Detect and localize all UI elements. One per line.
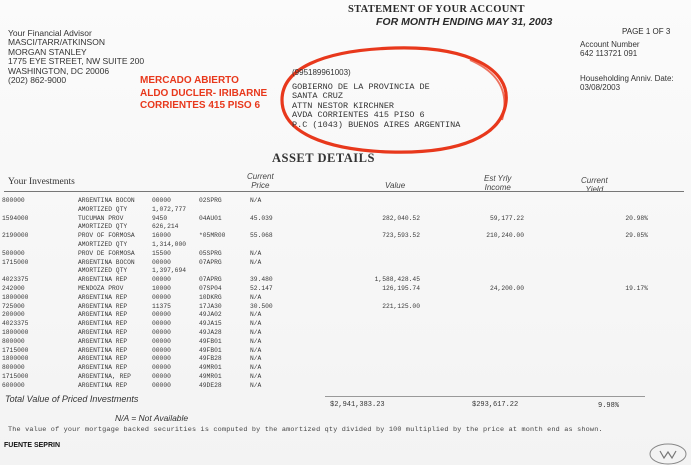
code-cell: 10000 <box>152 285 171 292</box>
description-cell: ARGENTINA REP <box>78 346 128 354</box>
code-cell: 1,314,000 <box>152 241 187 248</box>
table-row <box>0 373 691 381</box>
code-cell: 00000 <box>152 364 171 372</box>
code-cell: 00000 <box>152 258 171 266</box>
statement-title: STATEMENT OF YOUR ACCOUNT <box>348 4 525 15</box>
qty-cell: 4023375 <box>2 276 29 284</box>
note-line: ALDO DUCLER- IRIBARNE <box>140 87 268 99</box>
description-cell: ARGENTINA BOCON <box>78 258 135 266</box>
maturity-cell: 49FB28 <box>199 355 222 363</box>
client-ref: (995189961003) <box>292 68 351 77</box>
investments-title: Your Investments <box>8 177 75 187</box>
price-cell: N/A <box>250 249 262 257</box>
code-cell: 00000 <box>152 197 171 204</box>
code-cell: 00000 <box>152 276 171 284</box>
description-cell: ARGENTINA REP <box>78 364 128 372</box>
ellipse-stroke-overlap <box>470 60 504 120</box>
maturity-cell: 07APRG <box>199 276 222 284</box>
advisor-line: (202) 862-9000 <box>8 75 67 86</box>
code-cell: 00000 <box>152 355 171 363</box>
yield-cell: 19.17% <box>625 285 648 292</box>
description-cell: ARGENTINA REP <box>78 320 128 328</box>
code-cell: 1,397,694 <box>152 267 187 275</box>
account-block <box>580 40 640 58</box>
code-cell: 15500 <box>152 249 171 257</box>
price-cell: N/A <box>250 346 262 354</box>
qty-cell: 1594000 <box>2 214 29 222</box>
code-cell: 00000 <box>152 329 171 336</box>
price-cell: N/A <box>250 258 262 266</box>
code-cell: 11375 <box>152 302 171 310</box>
advisor-line: MASCI/TARR/ATKINSON <box>8 37 105 48</box>
description-cell: AMORTIZED QTY <box>78 205 128 213</box>
table-row <box>0 206 691 214</box>
advisor-line: WASHINGTON, DC 20006 <box>8 65 110 76</box>
price-cell: N/A <box>250 329 262 336</box>
table-row <box>0 329 691 337</box>
price-cell: N/A <box>250 197 262 204</box>
total-income: $293,617.22 <box>472 401 519 409</box>
note-line: MERCADO ABIERTO <box>140 75 239 86</box>
code-cell: 00000 <box>152 373 171 380</box>
address-line: SANTA CRUZ <box>292 91 344 102</box>
table-row <box>0 285 691 293</box>
note-line: CORRIENTES 415 PISO 6 <box>140 100 261 111</box>
na-note: N/A = Not Available <box>115 413 189 423</box>
qty-cell: 1715000 <box>2 373 29 380</box>
maturity-cell: 10DKRG <box>199 293 222 301</box>
header-rule <box>4 191 684 192</box>
qty-cell: 1800000 <box>2 293 29 301</box>
income-cell: 59,177.22 <box>489 214 524 222</box>
advisor-line: 1775 EYE STREET, NW SUITE 200 <box>8 56 145 67</box>
table-row <box>0 241 691 249</box>
account-number-label: Account Number <box>580 40 640 49</box>
table-row <box>0 320 691 328</box>
col-header-line: Value <box>385 181 406 190</box>
price-cell: N/A <box>250 311 262 319</box>
code-cell: 626,214 <box>152 223 179 231</box>
table-row <box>0 250 691 258</box>
qty-cell: 200000 <box>2 311 25 319</box>
qty-cell: 725000 <box>2 302 25 310</box>
value-cell: 1,588,428.45 <box>374 276 420 284</box>
table-row <box>0 267 691 275</box>
table-row <box>0 311 691 319</box>
description-cell: PROV OF FORMOSA <box>78 232 135 240</box>
qty-cell: 800000 <box>2 364 25 372</box>
address-line: ATTN NESTOR KIRCHNER <box>292 100 395 111</box>
code-cell: 1,072,777 <box>152 205 187 213</box>
col-header-line: Current <box>581 176 608 185</box>
client-address <box>292 68 460 131</box>
description-cell: PROV DE FORMOSA <box>78 249 135 257</box>
source-label: FUENTE SEPRIN <box>4 442 61 449</box>
col-header-line: Yield <box>585 184 604 194</box>
code-cell: 00000 <box>152 346 171 354</box>
maturity-cell: 17JA30 <box>199 302 222 310</box>
value-cell: 221,125.00 <box>382 302 420 310</box>
table-row <box>0 303 691 311</box>
total-rule <box>325 396 645 397</box>
description-cell: AMORTIZED QTY <box>78 223 128 231</box>
qty-cell: 600000 <box>2 381 25 389</box>
description-cell: AMORTIZED QTY <box>78 241 128 248</box>
address-line: AVDA CORRIENTES 415 PISO 6 <box>292 110 425 121</box>
maturity-cell: *05MR00 <box>199 232 226 240</box>
description-cell: AMORTIZED QTY <box>78 267 128 275</box>
price-cell: 45.039 <box>250 214 273 222</box>
householding-label: Householding Anniv. Date: <box>580 74 674 83</box>
table-row <box>0 215 691 223</box>
value-cell: 282,040.52 <box>382 214 420 222</box>
footnote: The value of your mortgage backed securities is computed by the amortized qty divided by 100 multiplied by the price at month end as shown. <box>8 426 603 434</box>
code-cell: 00000 <box>152 337 171 345</box>
qty-cell: 1715000 <box>2 258 29 266</box>
total-label: Total Value of Priced Investments <box>5 394 139 404</box>
table-row <box>0 276 691 284</box>
price-cell: N/A <box>250 320 262 328</box>
account-number: 642 113721 091 <box>580 49 638 58</box>
qty-cell: 800000 <box>2 197 25 204</box>
code-cell: 00000 <box>152 311 171 319</box>
total-yield: 9.98% <box>598 402 620 410</box>
advisor-line: Your Financial Advisor <box>8 28 92 38</box>
code-cell: 00000 <box>152 320 171 328</box>
section-title: ASSET DETAILS <box>272 151 375 165</box>
price-cell: N/A <box>250 373 262 380</box>
description-cell: ARGENTINA REP <box>78 355 128 363</box>
maturity-cell: 04AU01 <box>199 214 222 222</box>
maturity-cell: 49JA02 <box>199 311 222 319</box>
yield-cell: 20.98% <box>625 214 648 222</box>
maturity-cell: 07SP04 <box>199 285 222 292</box>
page-number: PAGE 1 OF 3 <box>622 27 671 36</box>
maturity-cell: 49JA28 <box>199 329 222 336</box>
qty-cell: 500000 <box>2 249 25 257</box>
maturity-cell: 07APRG <box>199 258 222 266</box>
maturity-cell: 49FB01 <box>199 346 222 354</box>
total-value: $2,941,383.23 <box>330 401 385 409</box>
maturity-cell: 49MR01 <box>199 364 222 372</box>
qty-cell: 800000 <box>2 337 25 345</box>
table-row <box>0 197 691 205</box>
value-cell: 126,195.74 <box>382 285 420 292</box>
price-cell: N/A <box>250 337 262 345</box>
description-cell: ARGENTINA REP <box>78 302 128 310</box>
price-cell: 39.480 <box>250 276 273 284</box>
maturity-cell: 49DE28 <box>199 381 222 389</box>
col-header-line: Income <box>484 182 511 192</box>
description-cell: ARGENTINA REP <box>78 293 128 301</box>
col-header-line: Price <box>251 180 270 190</box>
description-cell: MENDOZA PROV <box>78 285 124 292</box>
code-cell: 9450 <box>152 214 168 222</box>
description-cell: ARGENTINA REP <box>78 337 128 345</box>
maturity-cell: 05SPRG <box>199 249 222 257</box>
code-cell: 00000 <box>152 381 171 389</box>
col-header-price <box>247 173 274 190</box>
income-cell: 210,240.00 <box>486 232 524 240</box>
handwritten-note <box>140 75 267 113</box>
qty-cell: 1715000 <box>2 346 29 354</box>
table-row <box>0 294 691 302</box>
address-line: P.C (1043) BUENOS AIRES ARGENTINA <box>292 119 461 130</box>
code-cell: 16000 <box>152 232 171 240</box>
qty-cell: 4023375 <box>2 320 29 328</box>
description-cell: TUCUMAN PROV <box>78 214 124 222</box>
maturity-cell: 49JA15 <box>199 320 222 328</box>
maturity-cell: 49MR01 <box>199 373 222 380</box>
description-cell: ARGENTINA REP <box>78 329 128 336</box>
description-cell: ARGENTINA REP <box>78 276 128 284</box>
price-cell: N/A <box>250 355 262 363</box>
description-cell: ARGENTINA, REP <box>78 373 131 380</box>
price-cell: N/A <box>250 381 262 389</box>
address-line: GOBIERNO DE LA PROVINCIA DE <box>292 81 430 92</box>
col-header-line: Est Yrly <box>484 174 512 183</box>
advisor-block <box>8 29 144 85</box>
price-cell: 30.500 <box>250 302 273 310</box>
col-header-line: Current <box>247 172 274 181</box>
income-cell: 24,200.00 <box>489 285 524 292</box>
advisor-line: MORGAN STANLEY <box>8 46 87 57</box>
description-cell: ARGENTINA REP <box>78 381 128 389</box>
table-row <box>0 347 691 355</box>
statement-period: FOR MONTH ENDING MAY 31, 2003 <box>376 16 553 28</box>
qty-cell: 1800000 <box>2 329 29 336</box>
corner-stamp-icon <box>646 440 690 466</box>
table-row <box>0 338 691 346</box>
price-cell: 55.068 <box>250 232 273 240</box>
qty-cell: 1800000 <box>2 355 29 363</box>
price-cell: N/A <box>250 364 262 372</box>
value-cell: 723,593.52 <box>382 232 420 240</box>
table-row <box>0 382 691 390</box>
code-cell: 00000 <box>152 293 171 301</box>
maturity-cell: 02SPRG <box>199 197 222 204</box>
col-header-income <box>484 175 511 192</box>
householding-date: 03/08/2003 <box>580 83 621 92</box>
description-cell: ARGENTINA BOCON <box>78 197 135 204</box>
col-header-value <box>385 182 405 191</box>
qty-cell: 242000 <box>2 285 25 292</box>
table-row <box>0 223 691 231</box>
table-row <box>0 259 691 267</box>
yield-cell: 29.05% <box>625 232 648 240</box>
qty-cell: 2190000 <box>2 232 29 240</box>
table-row <box>0 364 691 372</box>
maturity-cell: 49FB01 <box>199 337 222 345</box>
price-cell: N/A <box>250 293 262 301</box>
table-row <box>0 355 691 363</box>
description-cell: ARGENTINA REP <box>78 311 128 319</box>
price-cell: 52.147 <box>250 285 273 292</box>
table-row <box>0 232 691 240</box>
householding-block <box>580 74 674 92</box>
